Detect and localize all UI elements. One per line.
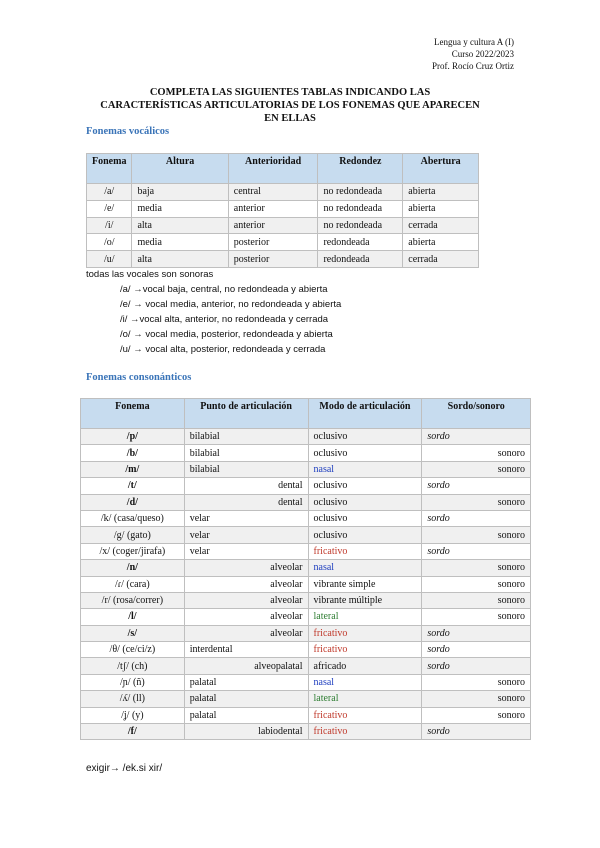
table-row bbox=[81, 510, 531, 526]
vowel-notes bbox=[86, 267, 341, 357]
voicing-cell: sonoro bbox=[422, 707, 531, 723]
articulation-point-cell: bilabial bbox=[184, 461, 308, 477]
vowel-cell: media bbox=[132, 200, 228, 217]
table-row bbox=[81, 478, 531, 494]
consonant-col-header: Punto de articulación bbox=[184, 399, 308, 429]
voicing-cell: sonoro bbox=[422, 674, 531, 690]
course-header bbox=[432, 36, 514, 72]
articulation-mode-cell: lateral bbox=[308, 691, 422, 707]
articulation-mode-cell: nasal bbox=[308, 674, 422, 690]
articulation-point-cell: alveopalatal bbox=[184, 658, 308, 674]
articulation-point-cell: velar bbox=[184, 510, 308, 526]
articulation-mode-cell: nasal bbox=[308, 461, 422, 477]
vowel-cell: posterior bbox=[228, 234, 318, 251]
articulation-point-cell: alveolar bbox=[184, 592, 308, 608]
vowel-cell: anterior bbox=[228, 217, 318, 234]
table-row bbox=[81, 461, 531, 477]
articulation-mode-cell: lateral bbox=[308, 609, 422, 625]
consonant-phoneme-cell: /k/ (casa/queso) bbox=[81, 510, 185, 526]
consonant-phoneme-cell: /s/ bbox=[81, 625, 185, 641]
voicing-cell: sordo bbox=[422, 478, 531, 494]
table-row bbox=[81, 576, 531, 592]
vowel-col-header: Redondez bbox=[318, 154, 403, 184]
voicing-cell: sordo bbox=[422, 543, 531, 559]
consonant-phoneme-cell: /d/ bbox=[81, 494, 185, 510]
vowel-cell: anterior bbox=[228, 200, 318, 217]
articulation-mode-cell: fricativo bbox=[308, 642, 422, 658]
table-row bbox=[81, 674, 531, 690]
voicing-cell: sonoro bbox=[422, 691, 531, 707]
consonant-col-header: Sordo/sonoro bbox=[422, 399, 531, 429]
table-row bbox=[81, 724, 531, 740]
articulation-point-cell: bilabial bbox=[184, 445, 308, 461]
voicing-cell: sonoro bbox=[422, 609, 531, 625]
consonant-phoneme-cell: /ɲ/ (ñ) bbox=[81, 674, 185, 690]
vowel-col-header: Anterioridad bbox=[228, 154, 318, 184]
articulation-mode-cell: oclusivo bbox=[308, 494, 422, 510]
vowel-cell: central bbox=[228, 184, 318, 201]
consonant-phoneme-cell: /f/ bbox=[81, 724, 185, 740]
voicing-cell: sordo bbox=[422, 625, 531, 641]
vowel-cell: alta bbox=[132, 217, 228, 234]
vowel-cell: no redondeada bbox=[318, 200, 403, 217]
vowel-phoneme-cell: /i/ bbox=[87, 217, 132, 234]
vowel-cell: redondeada bbox=[318, 251, 403, 268]
consonant-phoneme-cell: /x/ (coger/jirafa) bbox=[81, 543, 185, 559]
vowel-note-intro: todas las vocales son sonoras bbox=[86, 269, 214, 280]
consonant-phoneme-cell: /n/ bbox=[81, 560, 185, 576]
articulation-mode-cell: fricativo bbox=[308, 724, 422, 740]
voicing-cell: sonoro bbox=[422, 592, 531, 608]
articulation-mode-cell: nasal bbox=[308, 560, 422, 576]
table-row bbox=[87, 251, 479, 268]
vowel-cell: no redondeada bbox=[318, 184, 403, 201]
vowel-phoneme-cell: /u/ bbox=[87, 251, 132, 268]
articulation-point-cell: velar bbox=[184, 543, 308, 559]
table-row bbox=[81, 494, 531, 510]
vowel-cell: posterior bbox=[228, 251, 318, 268]
articulation-point-cell: alveolar bbox=[184, 625, 308, 641]
course-line: Lengua y cultura A (I) bbox=[434, 37, 514, 47]
vowel-cell: media bbox=[132, 234, 228, 251]
vowel-cell: alta bbox=[132, 251, 228, 268]
articulation-point-cell: dental bbox=[184, 494, 308, 510]
consonant-phoneme-cell: /ʝ/ (y) bbox=[81, 707, 185, 723]
consonant-phoneme-cell: /b/ bbox=[81, 445, 185, 461]
consonants-heading: Fonemas consonánticos bbox=[86, 372, 192, 383]
consonant-phoneme-cell: /l/ bbox=[81, 609, 185, 625]
voicing-cell: sordo bbox=[422, 658, 531, 674]
articulation-point-cell: palatal bbox=[184, 707, 308, 723]
vowel-phoneme-cell: /e/ bbox=[87, 200, 132, 217]
consonant-phoneme-cell: /tʃ/ (ch) bbox=[81, 658, 185, 674]
consonants-table bbox=[80, 398, 531, 740]
articulation-point-cell: alveolar bbox=[184, 560, 308, 576]
voicing-cell: sordo bbox=[422, 642, 531, 658]
articulation-mode-cell: africado bbox=[308, 658, 422, 674]
table-row bbox=[81, 560, 531, 576]
table-row bbox=[81, 642, 531, 658]
vowel-cell: cerrada bbox=[403, 217, 479, 234]
articulation-mode-cell: fricativo bbox=[308, 707, 422, 723]
vowel-cell: no redondeada bbox=[318, 217, 403, 234]
vowel-cell: baja bbox=[132, 184, 228, 201]
articulation-point-cell: labiodental bbox=[184, 724, 308, 740]
vowel-note: /o/ → vocal media, posterior, redondeada y abierta bbox=[120, 329, 333, 340]
vowel-col-header: Abertura bbox=[403, 154, 479, 184]
table-row bbox=[87, 200, 479, 217]
voicing-cell: sordo bbox=[422, 724, 531, 740]
vowel-cell: abierta bbox=[403, 184, 479, 201]
vowel-note: /e/ → vocal media, anterior, no redondeada y abierta bbox=[120, 299, 342, 310]
consonant-phoneme-cell: /m/ bbox=[81, 461, 185, 477]
consonant-col-header: Fonema bbox=[81, 399, 185, 429]
consonant-phoneme-cell: /ɾ/ (cara) bbox=[81, 576, 185, 592]
articulation-point-cell: palatal bbox=[184, 691, 308, 707]
articulation-mode-cell: fricativo bbox=[308, 543, 422, 559]
vowel-phoneme-cell: /o/ bbox=[87, 234, 132, 251]
articulation-point-cell: bilabial bbox=[184, 429, 308, 445]
voicing-cell: sonoro bbox=[422, 445, 531, 461]
articulation-point-cell: velar bbox=[184, 527, 308, 543]
table-row bbox=[81, 429, 531, 445]
vowel-col-header: Fonema bbox=[87, 154, 132, 184]
articulation-mode-cell: fricativo bbox=[308, 625, 422, 641]
table-row bbox=[87, 217, 479, 234]
year-line: Curso 2022/2023 bbox=[451, 49, 514, 59]
voicing-cell: sordo bbox=[422, 510, 531, 526]
table-row bbox=[81, 691, 531, 707]
voicing-cell: sonoro bbox=[422, 576, 531, 592]
table-row bbox=[81, 445, 531, 461]
page-title: COMPLETA LAS SIGUIENTES TABLAS INDICANDO LAS CARACTERÍSTICAS ARTICULATORIAS DE LOS FONEMAS QUE APARECEN EN ELLAS bbox=[100, 87, 480, 124]
table-row bbox=[81, 543, 531, 559]
articulation-mode-cell: oclusivo bbox=[308, 429, 422, 445]
table-row bbox=[81, 609, 531, 625]
vowel-cell: redondeada bbox=[318, 234, 403, 251]
footer-example: exigir→ /ek.si xir/ bbox=[86, 763, 163, 774]
voicing-cell: sonoro bbox=[422, 560, 531, 576]
articulation-point-cell: dental bbox=[184, 478, 308, 494]
articulation-point-cell: alveolar bbox=[184, 576, 308, 592]
articulation-mode-cell: vibrante múltiple bbox=[308, 592, 422, 608]
vowel-note: /i/ →vocal alta, anterior, no redondeada y cerrada bbox=[120, 314, 329, 325]
table-row bbox=[81, 707, 531, 723]
consonant-phoneme-cell: /t/ bbox=[81, 478, 185, 494]
voicing-cell: sonoro bbox=[422, 494, 531, 510]
consonant-phoneme-cell: /r/ (rosa/correr) bbox=[81, 592, 185, 608]
articulation-mode-cell: oclusivo bbox=[308, 445, 422, 461]
articulation-point-cell: alveolar bbox=[184, 609, 308, 625]
vowel-cell: cerrada bbox=[403, 251, 479, 268]
vowel-note: /u/ → vocal alta, posterior, redondeada y cerrada bbox=[120, 344, 326, 355]
table-row bbox=[81, 592, 531, 608]
table-row bbox=[81, 625, 531, 641]
articulation-point-cell: interdental bbox=[184, 642, 308, 658]
vowel-note: /a/ →vocal baja, central, no redondeada y abierta bbox=[120, 284, 328, 295]
table-row bbox=[87, 234, 479, 251]
vowels-heading: Fonemas vocálicos bbox=[86, 126, 170, 137]
table-row bbox=[87, 184, 479, 201]
vowel-cell: abierta bbox=[403, 200, 479, 217]
articulation-point-cell: palatal bbox=[184, 674, 308, 690]
table-row bbox=[81, 527, 531, 543]
consonant-col-header: Modo de articulación bbox=[308, 399, 422, 429]
vowel-phoneme-cell: /a/ bbox=[87, 184, 132, 201]
professor-line: Prof. Rocío Cruz Ortiz bbox=[432, 61, 514, 71]
vowel-cell: abierta bbox=[403, 234, 479, 251]
articulation-mode-cell: oclusivo bbox=[308, 527, 422, 543]
articulation-mode-cell: oclusivo bbox=[308, 510, 422, 526]
voicing-cell: sordo bbox=[422, 429, 531, 445]
voicing-cell: sonoro bbox=[422, 527, 531, 543]
articulation-mode-cell: oclusivo bbox=[308, 478, 422, 494]
articulation-mode-cell: vibrante simple bbox=[308, 576, 422, 592]
voicing-cell: sonoro bbox=[422, 461, 531, 477]
consonant-phoneme-cell: /p/ bbox=[81, 429, 185, 445]
table-row bbox=[81, 658, 531, 674]
consonant-phoneme-cell: /g/ (gato) bbox=[81, 527, 185, 543]
vowel-col-header: Altura bbox=[132, 154, 228, 184]
consonant-phoneme-cell: /θ/ (ce/ci/z) bbox=[81, 642, 185, 658]
vowels-table bbox=[86, 153, 479, 268]
consonant-phoneme-cell: /ʎ/ (ll) bbox=[81, 691, 185, 707]
